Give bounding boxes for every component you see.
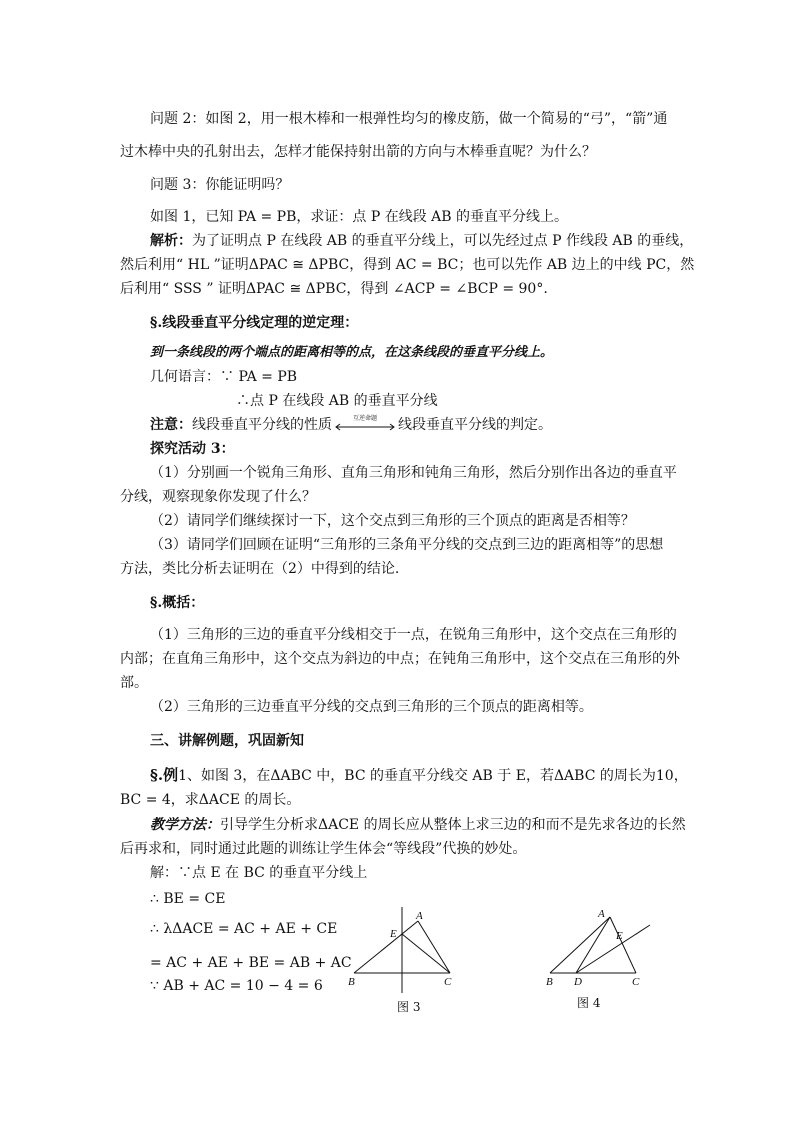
example-line-2: BC = 4，求ΔACE 的周长。 — [120, 792, 301, 808]
note-left: 线段垂直平分线的性质 — [192, 417, 332, 433]
solution-line-3: ∴ λΔACE = AC + AE + CE — [150, 921, 338, 937]
note-line — [150, 416, 552, 434]
proof-intro: 如图 1，已知 PA = PB，求证：点 P 在线段 AB 的垂直平分线上。 — [150, 209, 569, 225]
converse-heading: §.线段垂直平分线定理的逆定理： — [150, 315, 359, 331]
question-2-line-2: 过木棒中央的孔射出去，怎样才能保持射出箭的方向与木棒垂直呢？为什么？ — [120, 144, 596, 160]
section-3-heading: 三、讲解例题，巩固新知 — [150, 733, 304, 749]
fig4-label-C: C — [632, 976, 640, 988]
solution-line-2: ∴ BE = CE — [150, 891, 226, 907]
figure-3-caption: 图 3 — [397, 1000, 421, 1014]
fig3-label-E: E — [390, 928, 397, 940]
analysis-line-3: 后利用“ SSS ” 证明ΔPAC ≅ ΔPBC，得到 ∠ACP = ∠BCP = 90°. — [120, 281, 548, 297]
fig4-label-B: B — [546, 976, 553, 988]
solution-line-4: = AC + AE + BE = AB + AC — [150, 955, 352, 971]
example-line-1 — [150, 766, 688, 785]
fig3-label-C: C — [444, 976, 452, 988]
example-text-1: 1、如图 3，在ΔABC 中，BC 的垂直平分线交 AB 于 E，若ΔABC 的周长为10， — [178, 768, 688, 784]
two-way-arrow — [334, 415, 396, 432]
analysis-label: 解析： — [150, 233, 192, 249]
figure-4 — [540, 905, 660, 995]
arrow-label: 互逆命题 — [352, 415, 377, 422]
solution-line-5: ∵ AB + AC = 10 − 4 = 6 — [150, 978, 323, 994]
explore-heading: 探究活动 3： — [150, 441, 235, 457]
converse-statement: 到一条线段的两个端点的距离相等的点，在这条线段的垂直平分线上。 — [150, 345, 554, 360]
fig4-label-D: D — [574, 976, 582, 988]
note-right: 线段垂直平分线的判定。 — [398, 417, 552, 433]
fig3-label-B: B — [348, 976, 355, 988]
question-3: 问题 3：你能证明吗？ — [150, 177, 290, 193]
figure-3 — [340, 905, 470, 995]
figure-4-caption: 图 4 — [577, 996, 601, 1010]
double-arrow-icon — [334, 423, 396, 431]
question-2-line-1: 问题 2：如图 2，用一根木棒和一根弹性均匀的橡皮筋，做一个简易的“弓”，“箭”通 — [150, 111, 668, 127]
note-label: 注意： — [150, 417, 192, 433]
method-line-2: 后再求和，同时通过此题的训练让学生体会“等线段”代换的妙处。 — [120, 841, 527, 857]
fig4-label-A: A — [598, 908, 605, 920]
explore-1-line-1: （1）分别画一个锐角三角形、直角三角形和钝角三角形，然后分别作出各边的垂直平 — [150, 465, 677, 481]
analysis-line-1 — [150, 232, 693, 250]
analysis-text-1: 为了证明点 P 在线段 AB 的垂直平分线上，可以先经过点 P 作线段 AB 的垂线， — [192, 233, 694, 249]
summary-1-line-1: （1）三角形的三边的垂直平分线相交于一点，在锐角三角形中，这个交点在三角形的 — [150, 627, 677, 643]
method-text-1: 引导学生分析求ΔACE 的周长应从整体上求三边的和而不是先求各边的长然 — [220, 817, 686, 833]
analysis-line-2: 然后利用“ HL ”证明ΔPAC ≅ ΔPBC，得到 AC = BC；也可以先作 AB 边上的中线 PC，然 — [120, 257, 695, 273]
explore-3-line-1: （3）请同学们回顾在证明“三角形的三条角平分线的交点到三边的距离相等”的思想 — [150, 537, 664, 553]
method-label: 教学方法： — [150, 817, 220, 833]
solution-line-1: 解：∵点 E 在 BC 的垂直平分线上 — [150, 865, 368, 881]
fig3-label-A: A — [416, 910, 423, 922]
fig4-label-E: E — [616, 930, 623, 942]
summary-heading: §.概括： — [150, 595, 205, 611]
method-line-1 — [150, 816, 686, 834]
summary-1-line-3: 部。 — [120, 675, 148, 691]
summary-1-line-2: 内部；在直角三角形中，这个交点为斜边的中点；在钝角三角形中，这个交点在三角形的外 — [120, 651, 680, 667]
geometric-language-2: ∴点 P 在线段 AB 的垂直平分线 — [236, 393, 438, 409]
example-label: §.例 — [150, 766, 179, 784]
geometric-language-1: 几何语言：∵ PA = PB — [150, 369, 298, 385]
summary-2: （2）三角形的三边垂直平分线的交点到三角形的三个顶点的距离相等。 — [150, 699, 593, 715]
explore-2: （2）请同学们继续探讨一下，这个交点到三角形的三个顶点的距离是否相等？ — [150, 513, 635, 529]
explore-1-line-2: 分线，观察现象你发现了什么？ — [120, 489, 316, 505]
explore-3-line-2: 方法，类比分析去证明在（2）中得到的结论. — [120, 561, 400, 577]
